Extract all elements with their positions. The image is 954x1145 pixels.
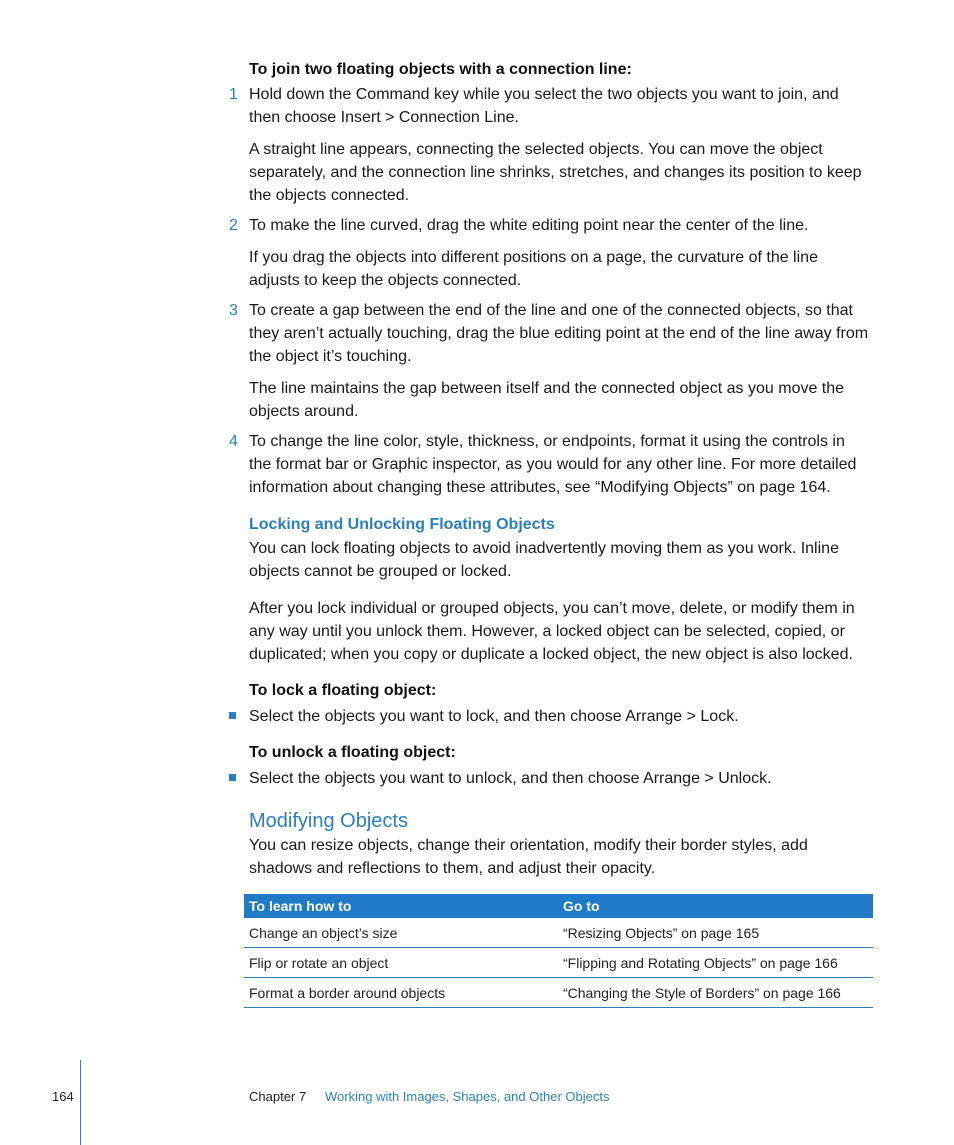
table-cell-reference[interactable]: “Flipping and Rotating Objects” on page 166 <box>558 948 873 978</box>
step-note-1: A straight line appears, connecting the selected objects. You can move the object separately, and the connection line shrinks, stretches, and changes its position to keep the objects connected. <box>249 141 862 204</box>
join-heading: To join two floating objects with a connection line: <box>249 61 632 78</box>
bullet-icon <box>229 712 236 719</box>
step-number-2: 2 <box>229 217 238 234</box>
step-text-4: To change the line color, style, thickness, or endpoints, format it using the controls in the format bar or Graphic inspector, as you would for any other line. For more detailed information about changing these attributes, see “Modifying Objects” on page 164. <box>249 433 857 496</box>
step-note-3: The line maintains the gap between itself and the connected object as you move the objects around. <box>249 380 845 420</box>
table-header-goto: Go to <box>558 894 873 918</box>
lock-heading: To lock a floating object: <box>249 682 437 699</box>
unlock-instruction: Select the objects you want to unlock, and then choose Arrange > Unlock. <box>249 770 772 787</box>
table-cell-task: Flip or rotate an object <box>244 948 558 978</box>
table-cell-task: Change an object’s size <box>244 918 558 948</box>
locking-para-1: You can lock floating objects to avoid inadvertently moving them as you work. Inline objects cannot be grouped or locked. <box>249 540 839 580</box>
step-note-2: If you drag the objects into different positions on a page, the curvature of the line adjusts to keep the objects connected. <box>249 249 818 289</box>
footer-divider <box>80 1060 81 1145</box>
locking-para-2: After you lock individual or grouped objects, you can’t move, delete, or modify them in any way until you unlock them. However, a locked object can be selected, copied, or duplicated; when you copy or duplicate a locked object, the new object is also locked. <box>249 600 855 663</box>
footer-chapter-title[interactable]: Working with Images, Shapes, and Other Objects <box>325 1089 610 1104</box>
table-row <box>244 978 873 1008</box>
table-cell-reference[interactable]: “Resizing Objects” on page 165 <box>558 918 873 948</box>
modifying-para: You can resize objects, change their orientation, modify their border styles, add shadows and reflections to them, and adjust their opacity. <box>249 837 808 877</box>
step-text-2: To make the line curved, drag the white editing point near the center of the line. <box>249 217 809 234</box>
step-number-1: 1 <box>229 86 238 103</box>
table-header-learn: To learn how to <box>244 894 558 918</box>
table-row <box>244 948 873 978</box>
step-text-3: To create a gap between the end of the line and one of the connected objects, so that they aren’t actually touching, drag the blue editing point at the end of the line away from the object it’s touching. <box>249 302 869 365</box>
modifying-heading: Modifying Objects <box>249 810 408 832</box>
table-cell-reference[interactable]: “Changing the Style of Borders” on page 166 <box>558 978 873 1008</box>
footer-chapter: Chapter 7 <box>249 1089 307 1104</box>
learn-table <box>244 894 873 1008</box>
step-number-4: 4 <box>229 433 238 450</box>
step-text-1: Hold down the Command key while you select the two objects you want to join, and then choose Insert > Connection Line. <box>249 86 839 126</box>
page-number: 164 <box>52 1089 74 1104</box>
step-number-3: 3 <box>229 302 238 319</box>
unlock-heading: To unlock a floating object: <box>249 744 456 761</box>
locking-heading: Locking and Unlocking Floating Objects <box>249 516 555 533</box>
table-cell-task: Format a border around objects <box>244 978 558 1008</box>
table-row <box>244 918 873 948</box>
bullet-icon <box>229 774 236 781</box>
lock-instruction: Select the objects you want to lock, and then choose Arrange > Lock. <box>249 708 739 725</box>
table-header-row <box>244 894 873 918</box>
